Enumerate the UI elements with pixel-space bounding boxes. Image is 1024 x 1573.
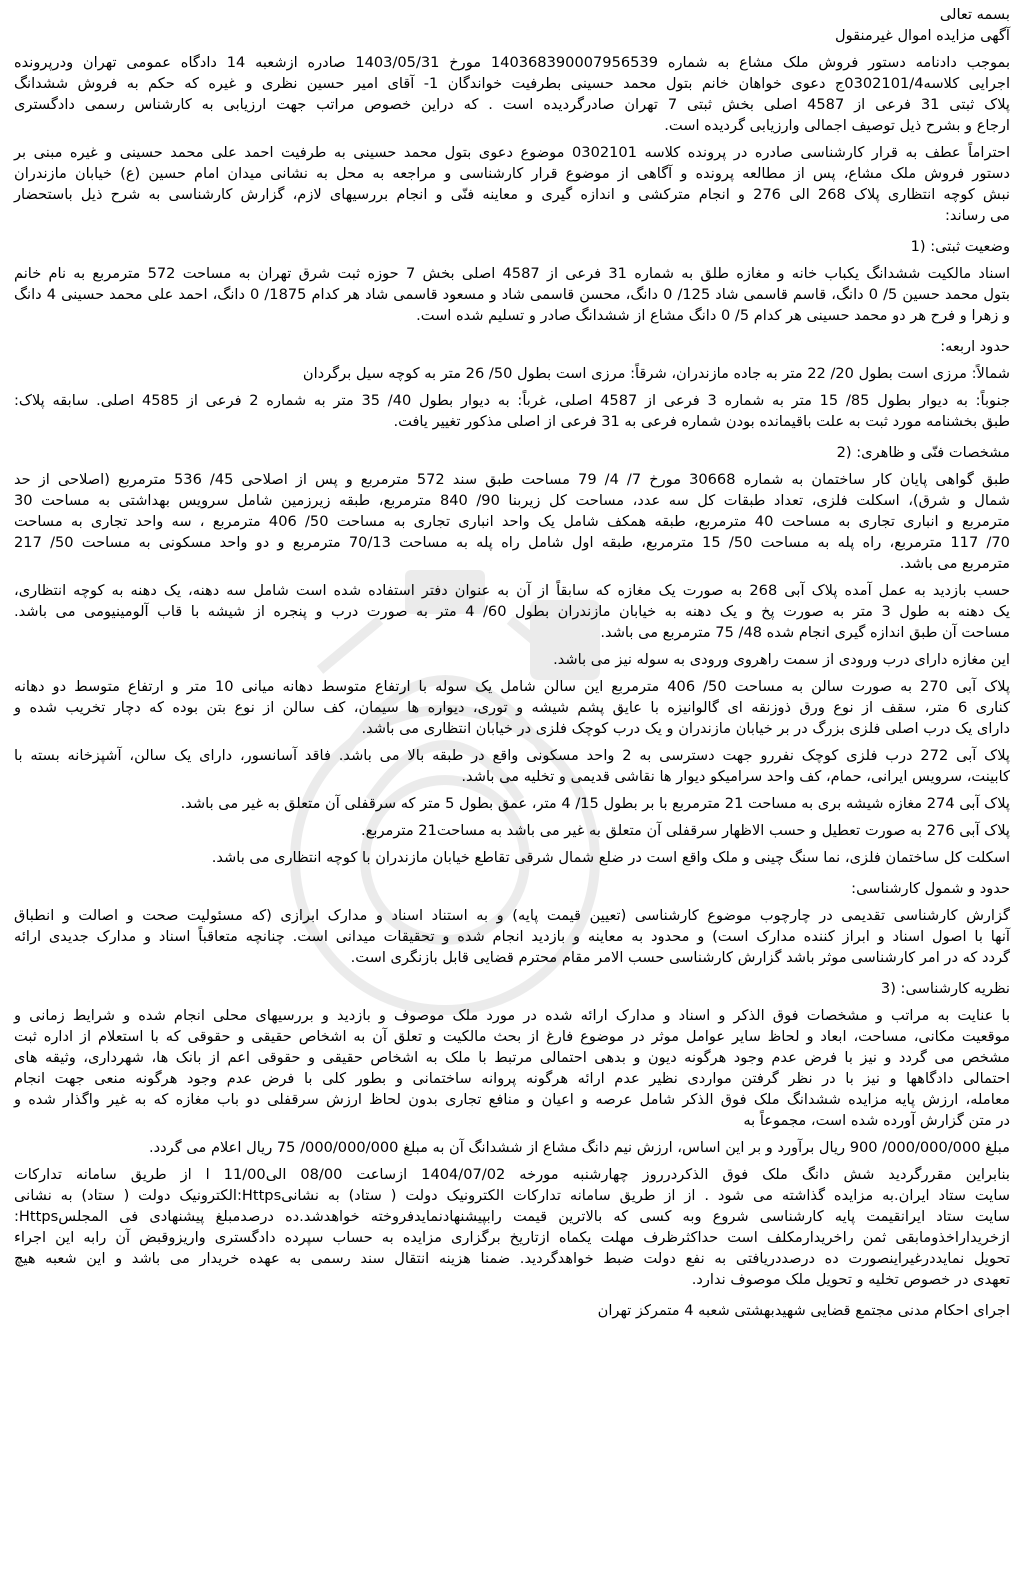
boundaries-heading: حدود اربعه: bbox=[940, 338, 1010, 355]
scope-paragraph bbox=[14, 905, 1010, 968]
notice-document bbox=[14, 4, 1010, 1321]
text-line: و زهرا و فرح هر دو محمد حسینی هر کدام 5/ 0 دانگ مشاع از ششدانگ صادر و تسلیم شده است. bbox=[416, 307, 1010, 324]
text-line: بنابراین مقررگردید شش دانگ ملک فوق الذکردرروز چهارشنبه مورخه 1404/07/02 ازساعت 08/00 الی11/00 ا از طریق سامانه تدارکات bbox=[14, 1166, 1010, 1183]
text-line: می رساند: bbox=[945, 207, 1010, 224]
expert-intro-paragraph bbox=[14, 142, 1010, 226]
boundary-south-west bbox=[14, 390, 1010, 432]
text-line: گزارش کارشناسی تقدیمی در چارچوب موضوع کارشناسی (تعیین قیمت پایه) و به استناد اسناد و مدارک ابرازی (که مسئولیت صحت و اصالت و انطباق bbox=[14, 907, 1010, 924]
issuing-authority: اجرای احکام مدنی مجتمع قضایی شهیدبهشتی شعبه 4 متمرکز تهران bbox=[597, 1302, 1010, 1319]
plate-270-paragraph bbox=[14, 676, 1010, 739]
text-line: مترمربع می باشد. bbox=[899, 555, 1010, 572]
valuation-amount-line: مبلغ 000/000/000/ 900 ریال برآورد و بر این اساس، ارزش نیم دانگ مشاع از ششدانگ آن به مبلغ 000/000/000/ 75 ریال اعلام می گردد. bbox=[149, 1139, 1010, 1156]
text-line: ازخریداراخذومابقی ثمن راخریدارمکلف است حداکثرظرف مهلت یکماه ازتاریخ برگزاری مزایده به حساب سپرده دادگستری واریزوقبض آن رابه این اجراء bbox=[14, 1229, 1010, 1246]
section-heading-opinion: نظریه کارشناسی: (3 bbox=[880, 980, 1010, 997]
plate-268-paragraph bbox=[14, 580, 1010, 643]
text-line: پلاک آبی 272 درب فلزی کوچک نفررو جهت دسترسی به 2 واحد مسکونی واقع در طبقه بالا می باشد. فاقد آسانسور، دارای یک سالن، آشپزخانه بسته با bbox=[14, 747, 1010, 764]
text-line: تعهدی در خصوص تخلیه و تحویل ملک موصوف ندارد. bbox=[691, 1271, 1010, 1288]
text-line: اجرایی کلاسه0302101/4ج دعوی خواهان خانم بتول محمد حسینی بطرفیت خواندگان 1- آقای امیر حسین نظری و غیره که حکم به فروش ششدانگ bbox=[14, 75, 1011, 92]
building-structure-line: اسکلت کل ساختمان فلزی، نما سنگ چینی و ملک واقع است در ضلع شمال شرقی تقاطع خیابان مازندران با کوچه انتظاری می باشد. bbox=[211, 849, 1010, 866]
text-line: نبش کوچه انتظاری پلاک 268 الی 276 و انجام مترکشی و اندازه گیری و معاینه فنّی و انجام بررسیهای لازم، گزارش کارشناسی به شرح ذیل باستحضار bbox=[14, 186, 1010, 203]
text-line: احتمالی دادگاهها و نیز با در نظر گرفتن مواردی نظیر عدم ارائه هرگونه پروانه ساختمانی و بطور کلی با فرض عدم وجود هرگونه منعی جهت انجام bbox=[14, 1070, 1010, 1087]
text-line: حسب بازدید به عمل آمده پلاک آبی 268 به صورت یک مغازه که سابقاً از آن به عنوان دفتر استفاده شده است شامل سه دهنه، یک دهنه به کوچه انتظاری، bbox=[14, 582, 1010, 599]
text-line: مشخص می گردد و نیز با فرض عدم وجود هرگونه دیون و بدهی احتمالی مرتبط با ملک به اشخاص حقیقی و حقوقی اعم از بانک ها، شهرداری، وثیقه های bbox=[14, 1049, 1010, 1066]
text-line: بموجب دادنامه دستور فروش ملک مشاع به شماره 140368390007956539 مورخ 1403/05/31 صادره ازشعبه 14 دادگاه عمومی تهران ودرپرونده bbox=[14, 54, 1011, 71]
notice-title: آگهی مزایده اموال غیرمنقول bbox=[834, 27, 1010, 44]
text-line: ارجاع و بشرح ذیل توصیف اجمالی وارزیابی گردیده است. bbox=[664, 117, 1010, 134]
text-line: احتراماً عطف به قرار کارشناسی صادره در پرونده کلاسه 0302101 موضوع دعوی بتول محمد حسینی به طرفیت احمد علی محمد حسینی و غیره مبنی بر bbox=[14, 144, 1010, 161]
text-line: یک دهنه به طول 3 متر به صورت پخ و یک دهنه به خیابان مازندران بطول 60/ 4 متر به صورت درب و پنجره از شیشه با قاب آلومینیومی می باشد. bbox=[14, 603, 1010, 620]
text-line: طبق بخشنامه مورد ثبت به علت باقیمانده بودن شماره فرعی به 31 فرعی از اصلی مذکور تغییر یافت. bbox=[393, 413, 1010, 430]
text-line: کابینت، سرویس ایرانی، حمام، کف واحد سرامیکو دیوار ها نقاشی قدیمی و تخلیه می باشد. bbox=[461, 768, 1010, 785]
section-heading-registration: وضعیت ثبتی: (1 bbox=[910, 238, 1010, 255]
text-line: کناری 6 متر، سقف از نوع ورق ذوزنقه ای گالوانیزه با عایق پشم شیشه و توری، دیواره ها سیمان، کف سالن از نوع بتن بوده که دچار تخریب شده و bbox=[14, 699, 1010, 716]
text-line: دارای یک درب اصلی فلزی بزرگ در بر خیابان مازندران و یک درب کوچک فلزی در خیابان انتظاری می باشد. bbox=[361, 720, 1010, 737]
opinion-paragraph bbox=[14, 1005, 1010, 1131]
text-line: پلاک ثبتی 31 فرعی از 4587 اصلی بخش ثبتی 7 تهران صادرگردیده است . که دراین خصوص مراتب جهت ارزیابی به کارشناس رسمی دادگستری bbox=[14, 96, 1010, 113]
boundary-north-east: شمالاً: مرزی است بطول 20/ 22 متر به جاده مازندران، شرقاً: مرزی است بطول 50/ 26 متر به کوچه سیل برگردان bbox=[302, 365, 1010, 382]
shop-entrance-line: این مغازه دارای درب ورودی از سمت راهروی ورودی به سوله نیز می باشد. bbox=[553, 651, 1010, 668]
text-line: موقعیت مکانی، مساحت، ابعاد و لحاظ سایر عوامل موثر در موضوع فارغ از بحث مالکیت و تعلق آن به اشخاص حقیقی و حقوقی که با استعلام از اداره ثبت bbox=[14, 1028, 1010, 1045]
technical-paragraph bbox=[14, 469, 1010, 574]
basmala: بسمه تعالی bbox=[939, 6, 1010, 23]
text-line: سایت ستاد ایرانقیمت پایه کارشناسی شروع وبه کسی که بالاترین قیمت رابپیشنهادنمایدفروخته خواهدشد.ده درصدمبلغ پیشنهادی فی المجلسHttps: bbox=[14, 1208, 1010, 1225]
text-line: مترمربع و انباری تجاری به مساحت 40 مترمربع، طبقه همکف شامل یک واحد انباری تجاری به مساحت 50/ 406 مترمربع ، سه واحد تجاری به مساحت bbox=[14, 513, 1010, 530]
registration-paragraph bbox=[14, 263, 1010, 326]
text-line: در متن گزارش آورده شده است، مجموعاً به bbox=[743, 1112, 1010, 1129]
text-line: آنها با اصول اسناد و ابراز کننده مدارک است) و محدود به معاینه و بازدید انجام شده و تحقیقات میدانی است. چنانچه متعاقباً اسناد و مدارک جدیدی ارائه bbox=[14, 928, 1010, 945]
plate-276-line: پلاک آبی 276 به صورت تعطیل و حسب الاظهار سرقفلی آن متعلق به غیر می باشد به مساحت21 مترمربع. bbox=[361, 822, 1010, 839]
auction-terms-paragraph bbox=[14, 1164, 1010, 1290]
text-line: 70/ 117 مترمربع، راه پله به مساحت 50/ 15 مترمربع، طبقه اول شامل راه پله به مساحت 70/13 مترمربع و دو واحد مسکونی به مساحت 50/ 217 bbox=[14, 534, 1010, 551]
plate-272-paragraph bbox=[14, 745, 1010, 787]
text-line: بتول محمد حسین 5/ 0 دانگ، قاسم قاسمی شاد 125/ 0 دانگ، محسن قاسمی شاد و مسعود قاسمی شاد هر کدام 1875/ 0 دانگ، احمد علی محمد حسینی 4 دانگ bbox=[14, 286, 1010, 303]
plate-274-line: پلاک آبی 274 مغازه شیشه بری به مساحت 21 مترمربع با بر بطول 15/ 4 متر، عمق بطول 5 متر که سرقفلی آن متعلق به غیر می باشد. bbox=[180, 795, 1010, 812]
text-line: مساحت آن طبق اندازه گیری انجام شده 48/ 75 مترمربع می باشد. bbox=[600, 624, 1010, 641]
scope-heading: حدود و شمول کارشناسی: bbox=[851, 880, 1010, 897]
text-line: پلاک آبی 270 به صورت سالن به مساحت 50/ 406 مترمربع این سالن شامل یک سوله با ارتفاع متوسط دهانه میانی 10 متر و ارتفاع متوسط دو دهانه bbox=[14, 678, 1011, 695]
text-line: جنوباً: به دیوار بطول 85/ 15 متر به شماره 3 فرعی از 4587 اصلی، غرباً: به دیوار بطول 40/ 35 متر به شماره 2 فرعی از 4585 اصلی. سابقه پلاک: bbox=[14, 392, 1011, 409]
text-line: سایت ستاد ایران.به مزایده گذاشته می شود . از از طریق سامانه تدارکات الکترونیک دولت ( ستاد) به نشانیHttps:الکترونیک دولت ( ستاد) به نشانی bbox=[14, 1187, 1010, 1204]
text-line: دستور فروش ملک مشاع، پس از مطالعه پرونده و آگاهی از موضوع قرار کارشناسی و مراجعه به محل به نشانی میدان امام حسین (ع) خیابان مازندران bbox=[14, 165, 1010, 182]
text-line: شمال و شرق)، اسکلت فلزی، تعداد طبقات کل سه عدد، مساحت کل زیربنا 90/ 840 مترمربع، طبقه زیرزمین شامل سرویس بهداشتی به مساحت 30 bbox=[14, 492, 1011, 509]
text-line: معامله، ارزش پایه مزایده ششدانگ ملک فوق الذکر شامل عرصه و اعیان و منافع تجاری بدون لحاظ ارزش سرقفلی دو باب مغازه که به غیر واگذار شده و bbox=[14, 1091, 1010, 1108]
order-paragraph bbox=[14, 52, 1010, 136]
section-heading-technical: مشخصات فنّی و ظاهری: (2 bbox=[836, 444, 1010, 461]
text-line: تحویل نمایددرغیراینصورت ده درصددریافتی به نفع دولت ضبط خواهدگردید. ضمنا هزینه انتقال سند رسمی به عهده خریدار می باشد و این شعبه هیچ bbox=[14, 1250, 1010, 1267]
text-line: گردد که در امر کارشناسی موثر باشد گزارش کارشناسی حسب الامر مقام محترم قضایی قابل بازنگری است. bbox=[350, 949, 1010, 966]
text-line: طبق گواهی پایان کار ساختمان به شماره 30668 مورخ 7/ 4/ 79 مساحت طبق سند 572 مترمربع و پس از اصلاحی 45/ 536 مترمربع (اصلاحی از حد bbox=[14, 471, 1011, 488]
text-line: اسناد مالکیت ششدانگ یکباب خانه و مغازه طلق به شماره 31 فرعی از 4587 اصلی بخش 7 حوزه ثبت شرق تهران به مساحت 572 مترمربع به نام خانم bbox=[14, 265, 1011, 282]
text-line: با عنایت به مراتب و مشخصات فوق الذکر و اسناد و مدارک ارائه شده در مورد ملک موصوف و بازدید و بررسیهای محلی انجام شده و شرایط زمانی و bbox=[14, 1007, 1010, 1024]
